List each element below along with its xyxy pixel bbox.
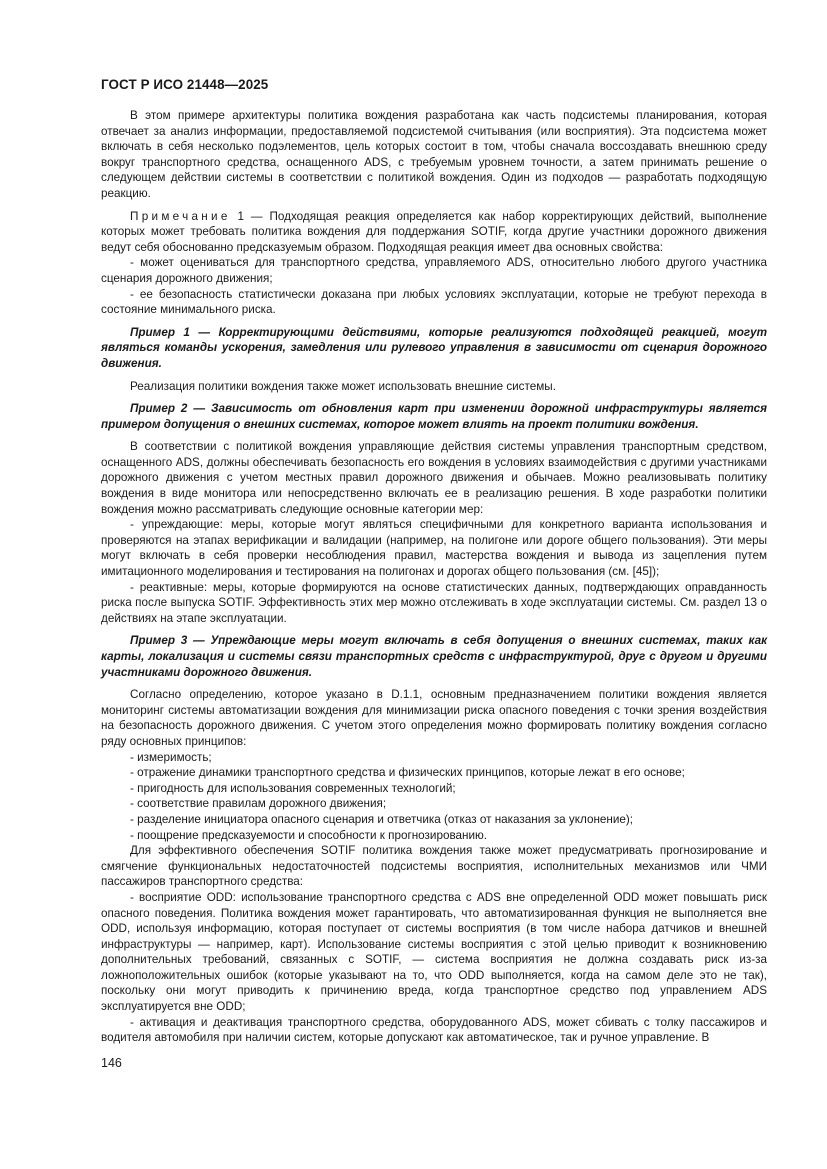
list-item: - активация и деактивация транспортного средства, оборудованного ADS, может сбивать с толку пассажиров и водителя автомобиля при наличии систем, которые допускают как автоматическое, так и ручное управление. В: [101, 1015, 767, 1045]
paragraph-sotif: Для эффективного обеспечения SOTIF политика вождения также может предусматривать прогнозирование и смягчение функциональных недостаточностей подсистемы восприятия, исполнительных механизмов или ЧМИ пассажиров транспортного средства:: [101, 844, 767, 889]
list-item: - разделение инициатора опасного сценария и ответчика (отказ от наказания за уклонение);: [130, 812, 634, 826]
note-text: 1 — Подходящая реакция определяется как набор корректирующих действий, выполнение которых может требовать политика вождения для поддержания SOTIF, когда другие участники дорожного движения ведут себя обоснованно предсказуемым образом. Подходящая реакция имеет два основных свойства:: [101, 209, 767, 254]
example-3: Пример 3 — Упреждающие меры могут включать в себя допущения о внешних системах, таких как карты, локализация и системы связи транспортных средств с инфраструктурой, друг с другом и другими участниками дорожного движения.: [101, 634, 767, 679]
list-item: - восприятие ODD: использование транспортного средства с ADS вне определенной ODD может повышать риск опасного поведения. Политика вождения может гарантировать, что автоматизированная функция не выполняется вне ODD, используя информацию, которая поступает от системы восприятия (в том числе набора датчиков и внешней инфраструктуры — например, карт). Использование системы восприятия с этой целью приводит к возникновению дополнительных требований, связанных с SOTIF, — система восприятия не должна создавать риск из-за ложноположительных ошибок (которые указывают на то, что ODD выполняется, когда на самом деле это не так), поскольку они могут приводить к причинению вреда, когда транспортное средство под управлением ADS эксплуатируется вне ODD;: [101, 890, 767, 1014]
list-item: - реактивные: меры, которые формируются на основе статистических данных, подтверждающих оправданность риска после выпуска SOTIF. Эффективность этих мер можно отслеживать в ходе эксплуатации системы. См. раздел 13 о действиях на этапе эксплуатации.: [101, 580, 767, 625]
document-body: [101, 108, 767, 1046]
paragraph-architecture: В этом примере архитектуры политика вождения разработана как часть подсистемы планирования, которая отвечает за анализ информации, предоставляемой подсистемой считывания (или восприятия). Эта подсистема может включать в себя несколько подэлементов, цель которых состоит в том, чтобы сначала воссоздавать внешнюю среду вокруг транспортного средства, оснащенного ADS, с требуемым уровнем точности, а затем принимать решение о следующем действии системы в соответствии с политикой вождения. Один из подходов — разработать подходящую реакцию.: [101, 109, 767, 200]
list-item: - упреждающие: меры, которые могут являться специфичными для конкретного варианта использования и проверяются на этапах верификации и валидации (например, на полигоне или дороге общего пользования). Эти меры могут включать в себя проверки несоблюдения правил, мастерства вождения и вывода из зацепления путем имитационного моделирования и тестирования на полигонах и дорогах общего пользования (см. [45]);: [101, 518, 767, 579]
list-item: - пригодность для использования современных технологий;: [130, 781, 456, 795]
example-1: Пример 1 — Корректирующими действиями, которые реализуются подходящей реакцией, могут являться команды ускорения, замедления или рулевого управления в зависимости от сценария дорожного движения.: [101, 325, 767, 370]
paragraph-external-systems: Реализация политики вождения также может использовать внешние системы.: [130, 379, 556, 393]
list-item: - поощрение предсказуемости и способности к прогнозированию.: [130, 828, 488, 842]
list-item: - ее безопасность статистически доказана при любых условиях эксплуатации, которые не требуют перехода в состояние минимального риска.: [101, 287, 767, 317]
note-label: Примечание: [130, 209, 231, 223]
example-2: Пример 2 — Зависимость от обновления карт при изменении дорожной инфраструктуры является примером допущения о внешних системах, которое может влиять на проект политики вождения.: [101, 402, 767, 431]
document-header: ГОСТ Р ИСО 21448—2025: [101, 77, 269, 92]
list-item: - измеримость;: [130, 750, 212, 764]
paragraph-definition: Согласно определению, которое указано в D.1.1, основным предназначением политики вождения является мониторинг системы автоматизации вождения для минимизации риска опасного поведения с точки зрения воздействия на безопасность дорожного движения. С учетом этого определения можно формировать политику вождения согласно ряду основных принципов:: [101, 688, 767, 748]
list-item: - может оцениваться для транспортного средства, управляемого ADS, относительно любого другого участника сценария дорожного движения;: [101, 256, 767, 285]
note-1: [101, 209, 767, 256]
paragraph-driving-policy: В соответствии с политикой вождения управляющие действия системы управления транспортным средством, оснащенного ADS, должны обеспечивать безопасность его вождения в условиях взаимодействия с другими участниками дорожного движения с учетом местных правил дорожного движения и обычаев. Можно реализовывать политику вождения в виде монитора или непосредственно включать ее в реализацию решения. В ходе разработки политики вождения можно рассматривать следующие основные категории мер:: [101, 440, 767, 516]
page-number: 146: [101, 1056, 122, 1070]
list-item: - отражение динамики транспортного средства и физических принципов, которые лежат в его основе;: [130, 766, 685, 780]
list-item: - соответствие правилам дорожного движения;: [130, 797, 387, 811]
